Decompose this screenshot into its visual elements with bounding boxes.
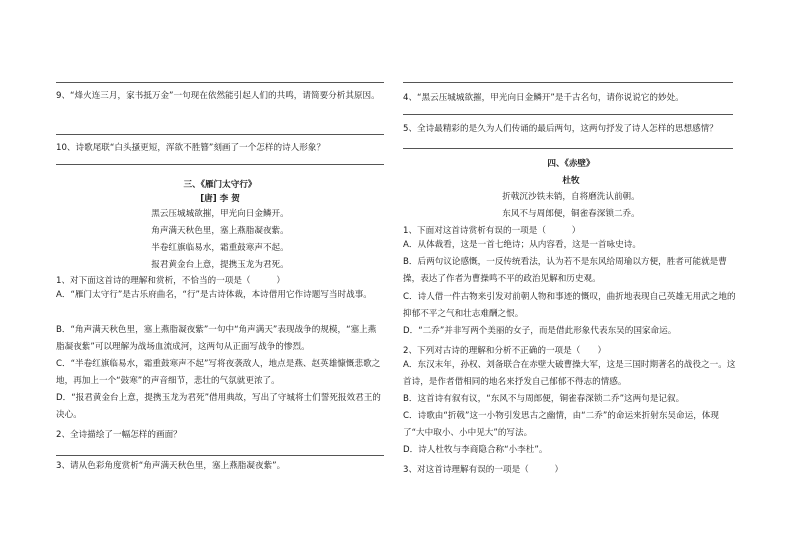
option-c: C．诗歌由“折戟”这一小物引发思古之幽情，由“二乔”的命运来折射东吴命运，体现了“大中取小、小中见大”的写法。 bbox=[403, 411, 719, 438]
answer-line bbox=[56, 134, 384, 135]
poem-line: 东风不与周郎便，铜雀春深锁二乔。 bbox=[502, 209, 640, 219]
poem-author-du-mu: 杜牧 bbox=[562, 176, 580, 186]
option-a: A．“雁门太守行”是古乐府曲名，“行”是古诗体裁，本诗借用它作诗题写当时战事。 bbox=[56, 290, 372, 300]
question-2: 2、下列对古诗的理解和分析不正确的一项是（ ） bbox=[403, 346, 607, 356]
answer-line bbox=[403, 148, 733, 149]
poem-line: 折戟沉沙铁未销，自将磨洗认前朝。 bbox=[502, 192, 640, 202]
option-c: C．诗人借一件古物来引发对前朝人物和事迹的慨叹，曲折地表现自己英雄无用武之地的抑郁不平之气和壮志难酬之恨。 bbox=[403, 292, 736, 319]
option-d: D．“二乔”并非写两个美丽的女子，而是借此形象代表东吴的国家命运。 bbox=[403, 326, 677, 336]
poem-author-li-he: [唐] 李 贺 bbox=[200, 194, 240, 204]
option-a: A．从体裁看，这是一首七绝诗；从内容看，这是一首咏史诗。 bbox=[403, 240, 641, 250]
question-9: 9、“烽火连三月，家书抵万金”一句现在依然能引起人们的共鸣，请简要分析其原因。 bbox=[56, 91, 380, 101]
answer-line bbox=[403, 114, 733, 115]
option-b: B．后两句议论感慨，一反传统看法，认为若不是东风给周瑜以方便，胜者可能就是曹操，表达了作者为曹操鸣不平的政治见解和历史观。 bbox=[403, 257, 727, 284]
question-2: 2、全诗描绘了一幅怎样的画面？ bbox=[56, 430, 182, 440]
section-title-yanmen: 三、《雁门太守行》 bbox=[183, 180, 257, 190]
option-a: A．东汉末年，孙权、刘备联合在赤壁大破曹操大军，这是三国时期著名的战役之一。这首诗，是作者借相同的地名来抒发自己郁郁不得志的情感。 bbox=[403, 360, 736, 387]
poem-line: 报君黄金台上意，提携玉龙为君死。 bbox=[151, 260, 289, 270]
option-c: C．“半卷红旗临易水，霜重鼓寒声不起”写将夜袭敌人，地点是燕、赵英雄慷慨悲歌之地，再加上一个“鼓寒”的声音细节，悲壮的气氛就更浓了。 bbox=[56, 359, 381, 386]
answer-line bbox=[56, 455, 384, 456]
question-3: 3、请从色彩角度赏析“角声满天秋色里，塞上燕脂凝夜紫”。 bbox=[56, 461, 286, 471]
option-b: B．这首诗有叙有议，“东风不与周郎便，铜雀春深锁二乔”这两句是记叙。 bbox=[403, 394, 685, 404]
option-d: D．“报君黄金台上意，提携玉龙为君死”借用典故，写出了守城将士们誓死报效君王的决心。 bbox=[56, 393, 381, 420]
answer-line bbox=[56, 164, 384, 165]
answer-line bbox=[403, 82, 733, 83]
option-b: B．“角声满天秋色里，塞上燕脂凝夜紫”一句中“角声满天”表现战争的规模，“塞上燕脂凝夜紫”可以理解为战场血流成河，这两句从正面写战争的惨烈。 bbox=[56, 325, 377, 352]
option-d: D．诗人杜牧与李商隐合称“小李杜”。 bbox=[403, 445, 548, 455]
question-5: 5、全诗最精彩的是久为人们传诵的最后两句，这两句抒发了诗人怎样的思想感情？ bbox=[403, 124, 718, 134]
question-10: 10、诗歌尾联“白头搔更短，浑欲不胜簪”刻画了一个怎样的诗人形象？ bbox=[56, 143, 326, 153]
answer-line bbox=[56, 82, 384, 83]
poem-line: 半卷红旗临易水，霜重鼓寒声不起。 bbox=[151, 243, 289, 253]
question-4: 4、“黑云压城城欲摧，甲光向日金鳞开”是千古名句，请你说说它的妙处。 bbox=[403, 93, 684, 103]
question-1: 1、下面对这首诗赏析有误的一项是（ ） bbox=[403, 226, 581, 236]
poem-line: 黑云压城城欲摧，甲光向日金鳞开。 bbox=[151, 209, 289, 219]
question-1: 1、对下面这首诗的理解和赏析，不恰当的一项是（ ） bbox=[56, 276, 285, 286]
section-title-chibi: 四、《赤壁》 bbox=[547, 159, 595, 169]
poem-line: 角声满天秋色里，塞上燕脂凝夜紫。 bbox=[151, 226, 289, 236]
question-3: 3、对这首诗理解有误的一项是（ ） bbox=[403, 465, 564, 475]
